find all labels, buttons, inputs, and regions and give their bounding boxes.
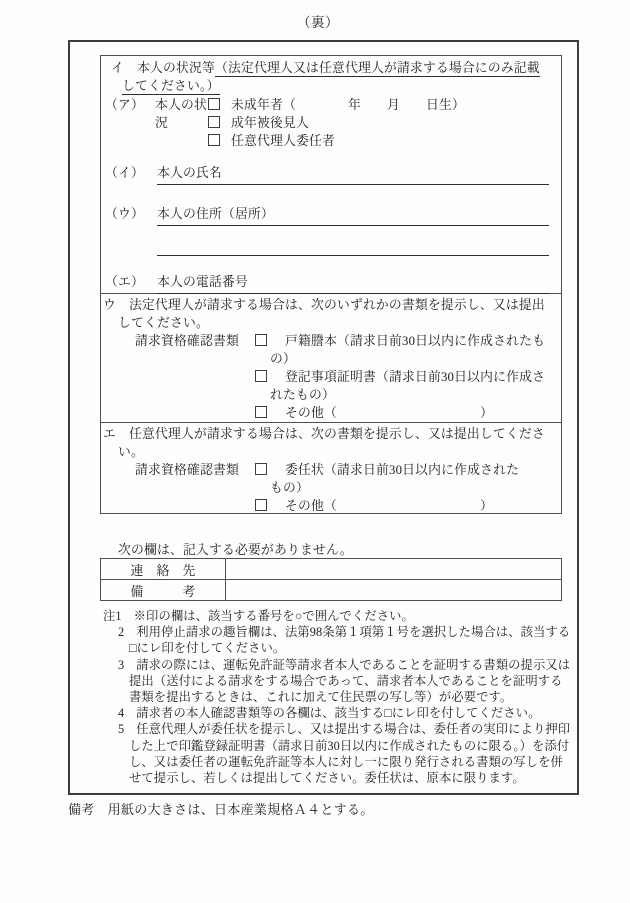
option-label: その他（ ） — [285, 406, 493, 420]
section-houtei-dairinin — [101, 293, 561, 422]
note-text: ※印の欄は、該当する番号を○で囲んでください。 — [133, 609, 414, 623]
note-number: 4 — [118, 706, 125, 721]
item-number: （ウ） — [105, 207, 144, 221]
checkbox-icon — [208, 98, 220, 110]
option-label: 任意代理人委任者 — [231, 134, 335, 148]
status-options — [208, 96, 555, 150]
note-number: 2 — [118, 625, 125, 640]
checkbox-icon — [255, 463, 267, 475]
option-sonota — [255, 497, 555, 515]
paper-size-remark — [68, 799, 374, 818]
note-number: 注1 — [103, 609, 122, 623]
section-honnin-heading — [111, 59, 549, 95]
doc-label: 請求資格確認書類 — [135, 334, 239, 348]
remarks-label: 備 考 — [101, 580, 226, 601]
note-text: 任意代理人が委任状を提示し、又は提出する場合は、委任者の実印により押印した上で印鑑登録証明書（請求日前30日以内に作成されたものに限る。）を添付し、又は委任者の運転免許証等本人に対し一に限り発行される書類の写しを併せて提示し、若しくは提出してください。委任状は、原本に限ります。 — [129, 722, 571, 786]
notes-block — [103, 608, 573, 786]
remark-label: 備考 — [68, 802, 95, 817]
option-label: その他（ ） — [285, 499, 493, 513]
checkbox-icon — [208, 116, 220, 128]
option-touki-jikou-shoumeisho — [255, 368, 555, 404]
section-nini-dairinin — [101, 422, 561, 513]
checkbox-icon — [208, 134, 220, 146]
option-seinen-hikoukennin — [208, 114, 555, 132]
note-item-4 — [103, 705, 573, 721]
doc-label: 請求資格確認書類 — [135, 463, 239, 477]
item-number: （エ） — [105, 275, 144, 289]
item-number: （イ） — [105, 166, 144, 180]
option-label: 登記事項証明書（請求日前30日以内に作成されたもの） — [270, 370, 546, 402]
field-underline — [157, 205, 549, 226]
note-text: 請求の際には、運転免許証等請求者本人であることを証明する書類の提示又は提出（送付による請求をする場合であって、請求者本人であることを証明する書類を提出するときは、これに加えて住民票の写し等）が必要です。 — [129, 657, 571, 705]
note-number: 3 — [118, 657, 125, 672]
field-label: 本人の住所（居所） — [157, 207, 274, 221]
note-item-1 — [103, 608, 573, 624]
option-label: 委任状（請求日前30日以内に作成されたもの） — [270, 463, 520, 495]
option-sonota — [255, 404, 555, 422]
remarks-row — [101, 580, 562, 601]
field-honnin-phone — [105, 273, 555, 294]
note-item-3 — [103, 657, 573, 706]
checkbox-icon — [255, 334, 267, 346]
field-underline — [157, 273, 549, 294]
field-underline — [157, 164, 549, 185]
row-seikyuu-shikaku — [135, 461, 555, 515]
option-miseinensha — [208, 96, 555, 114]
remarks-value — [226, 580, 562, 601]
heading-underlined-text: （法定代理人又は任意代理人が請求する場合にのみ記載してください。） — [122, 61, 540, 93]
option-label: 戸籍謄本（請求日前30日以内に作成されたもの） — [270, 334, 546, 366]
contact-label: 連 絡 先 — [101, 559, 226, 580]
field-label: 本人の電話番号 — [157, 275, 248, 289]
checkbox-icon — [255, 499, 267, 511]
row-seikyuu-shikaku — [135, 332, 555, 422]
note-item-5 — [103, 721, 573, 786]
section-nini-heading: エ 任意代理人が請求する場合は、次の書類を提示し、又は提出してください。 — [103, 427, 545, 459]
form-outer-box — [68, 40, 579, 795]
option-label: 未成年者（ 年 月 日生） — [231, 98, 465, 112]
doc-options — [255, 332, 555, 422]
field-honnin-name — [105, 164, 555, 185]
doc-options — [255, 461, 555, 515]
field-honnin-address — [105, 205, 555, 226]
option-ininjou — [255, 461, 555, 497]
address-extra-line — [157, 229, 549, 256]
section-houtei-heading: ウ 法定代理人が請求する場合は、次のいずれかの書類を提示し、又は提出してください。 — [103, 298, 545, 330]
note-text: 請求者の本人確認書類等の各欄は、該当する□にレ印を付してください。 — [136, 706, 541, 721]
note-item-2 — [103, 624, 573, 656]
checkbox-icon — [255, 370, 267, 382]
heading-plain-text: イ 本人の状況等 — [111, 61, 215, 75]
note-text: 利用停止請求の趣旨欄は、法第98条第１項第１号を選択した場合は、該当する□にレ印を付してください。 — [129, 625, 571, 656]
item-label: 本人の状況 — [155, 98, 207, 130]
contact-value — [226, 559, 562, 580]
office-use-note: 次の欄は、記入する必要がありません。 — [118, 543, 353, 557]
checkbox-icon — [255, 406, 267, 418]
remark-text: 用紙の大きさは、日本産業規格Ａ４とする。 — [107, 802, 374, 817]
item-number: （ア） — [105, 98, 144, 112]
page-title: （裏） — [297, 15, 339, 30]
section-honnin-status — [101, 56, 561, 293]
office-use-table — [100, 558, 562, 601]
option-nini-dairinin-ininsha — [208, 132, 555, 150]
field-label: 本人の氏名 — [157, 166, 222, 180]
option-koseki-touhon — [255, 332, 555, 368]
contact-row — [101, 559, 562, 580]
note-number: 5 — [118, 722, 125, 737]
row-honnin-joukyou — [105, 96, 555, 150]
form-inner-box — [100, 55, 562, 514]
option-label: 成年被後見人 — [231, 116, 309, 130]
